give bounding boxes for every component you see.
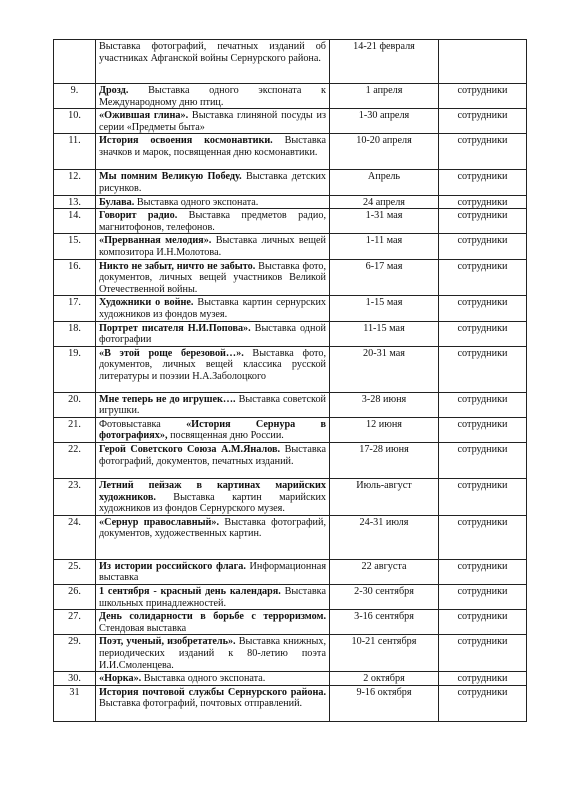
row-number: 25. — [54, 559, 96, 584]
event-text: Выставка значков и марок, посвященная дню космонавтики. — [99, 135, 326, 158]
row-number: 9. — [54, 84, 96, 109]
row-number: 18. — [54, 321, 96, 346]
row-number: 14. — [54, 209, 96, 234]
event-date: 9-16 октября — [330, 685, 439, 721]
event-description — [96, 259, 330, 296]
event-title: «История Сернура в фотографиях», — [99, 418, 326, 442]
event-date: 14-21 февраля — [330, 40, 439, 84]
event-title: История освоения космонавтики. — [99, 135, 273, 147]
row-number: 19. — [54, 346, 96, 392]
event-text: Выставка фотографий, документов, художественных картин. — [99, 516, 326, 540]
event-responsible: сотрудники — [439, 392, 527, 417]
event-date: Июль-август — [330, 479, 439, 516]
event-text: Выставка фото, документов, личных вещей классика русской литературы и поэзии Н.А.Заболоцкого — [99, 347, 326, 382]
event-description — [96, 417, 330, 442]
event-text: Выставка одного экспоната. — [134, 196, 259, 208]
event-text: Выставка картин сернурских художников из фондов музея. — [99, 297, 326, 320]
table-row — [54, 685, 527, 721]
event-text: Выставка одного экспоната к Международному дню птиц. — [99, 85, 326, 108]
event-date: 2-30 сентября — [330, 585, 439, 610]
event-text: Выставка картин марийских художников из фондов Сернурского музея. — [99, 491, 326, 515]
event-responsible: сотрудники — [439, 109, 527, 134]
event-date: 22 августа — [330, 559, 439, 584]
event-text: Выставка личных вещей композитора И.Н.Молотова. — [99, 235, 326, 258]
event-date: 6-17 мая — [330, 259, 439, 296]
event-date: 11-15 мая — [330, 321, 439, 346]
table-row — [54, 296, 527, 321]
event-description — [96, 170, 330, 195]
row-number: 24. — [54, 515, 96, 559]
event-responsible: сотрудники — [439, 134, 527, 170]
event-description — [96, 209, 330, 234]
event-responsible: сотрудники — [439, 515, 527, 559]
table-row — [54, 392, 527, 417]
event-responsible: сотрудники — [439, 610, 527, 635]
event-text: Выставка предметов радио, магнитофонов, телефонов. — [99, 210, 326, 233]
events-table-body — [54, 40, 527, 722]
event-description — [96, 296, 330, 321]
event-title: История почтовой службы Сернурского района. — [99, 686, 326, 698]
event-description — [96, 392, 330, 417]
table-row — [54, 209, 527, 234]
event-description — [96, 84, 330, 109]
event-title: Никто не забыт, ничто не забыто. — [99, 260, 256, 272]
event-description — [96, 40, 330, 84]
event-title: Мне теперь не до игрушек…. — [99, 393, 236, 405]
event-date: 3-16 сентября — [330, 610, 439, 635]
row-number: 12. — [54, 170, 96, 195]
event-description — [96, 610, 330, 635]
table-row — [54, 109, 527, 134]
row-number — [54, 40, 96, 84]
row-number: 17. — [54, 296, 96, 321]
table-row — [54, 559, 527, 584]
event-title: 1 сентября - красный день календаря. — [99, 586, 281, 598]
table-row — [54, 40, 527, 84]
row-number: 16. — [54, 259, 96, 296]
event-date: 24-31 июля — [330, 515, 439, 559]
event-text: Фотовыставка — [99, 418, 187, 430]
event-date: 1 апреля — [330, 84, 439, 109]
event-title: Мы помним Великую Победу. — [99, 171, 242, 183]
row-number: 23. — [54, 479, 96, 516]
table-row — [54, 346, 527, 392]
event-date: 3-28 июня — [330, 392, 439, 417]
event-responsible: сотрудники — [439, 685, 527, 721]
event-title: Художники о войне. — [99, 297, 194, 309]
table-row — [54, 479, 527, 516]
event-text: Выставка одной фотографии — [99, 322, 326, 346]
table-row — [54, 610, 527, 635]
event-title: Герой Советского Союза А.М.Яналов. — [99, 444, 281, 456]
event-text: Выставка детских рисунков. — [99, 171, 326, 194]
event-text: Выставка книжных, периодических изданий к 80-летию поэта И.И.Смоленцева. — [99, 636, 326, 671]
row-number: 10. — [54, 109, 96, 134]
event-responsible: сотрудники — [439, 559, 527, 584]
event-date: 17-28 июня — [330, 443, 439, 479]
event-title: Портрет писателя Н.И.Попова». — [99, 322, 251, 334]
event-description — [96, 443, 330, 479]
table-row — [54, 259, 527, 296]
event-responsible: сотрудники — [439, 346, 527, 392]
event-text: Стендовая выставка — [99, 622, 187, 634]
table-row — [54, 585, 527, 610]
table-row — [54, 321, 527, 346]
event-description — [96, 685, 330, 721]
event-title: «Ожившая глина». — [99, 110, 189, 122]
event-description — [96, 479, 330, 516]
event-title: «В этой роще березовой…». — [99, 347, 244, 359]
row-number: 15. — [54, 234, 96, 259]
row-number: 31 — [54, 685, 96, 721]
table-row — [54, 170, 527, 195]
row-number: 20. — [54, 392, 96, 417]
event-title: «Сернур православный». — [99, 516, 220, 528]
event-title: Говорит радио. — [99, 210, 178, 222]
event-date: 2 октября — [330, 672, 439, 686]
table-row — [54, 515, 527, 559]
event-text: Выставка фотографий, почтовых отправлений. — [99, 698, 303, 710]
table-row — [54, 417, 527, 442]
event-date: 1-11 мая — [330, 234, 439, 259]
event-text: Выставка фотографий, печатных изданий об участниках Афганской войны Сернурского района. — [99, 41, 326, 64]
event-text: посвященная дню России. — [167, 430, 284, 442]
event-date: 10-21 сентября — [330, 635, 439, 672]
event-date: 12 июня — [330, 417, 439, 442]
event-responsible: сотрудники — [439, 479, 527, 516]
table-row — [54, 672, 527, 686]
row-number: 27. — [54, 610, 96, 635]
event-title: «Прерванная мелодия». — [99, 235, 212, 247]
event-date: Апрель — [330, 170, 439, 195]
event-date: 20-31 мая — [330, 346, 439, 392]
event-date: 10-20 апреля — [330, 134, 439, 170]
event-title: Поэт, ученый, изобретатель». — [99, 636, 236, 648]
event-title: Летний пейзаж в картинах марийских художников. — [99, 480, 326, 503]
table-row — [54, 234, 527, 259]
event-responsible: сотрудники — [439, 585, 527, 610]
table-row — [54, 635, 527, 672]
event-responsible: сотрудники — [439, 672, 527, 686]
event-description — [96, 585, 330, 610]
event-responsible: сотрудники — [439, 259, 527, 296]
event-description — [96, 635, 330, 672]
event-responsible: сотрудники — [439, 417, 527, 442]
event-text: Информационная выставка — [99, 560, 327, 584]
table-row — [54, 134, 527, 170]
event-responsible: сотрудники — [439, 195, 527, 209]
event-description — [96, 234, 330, 259]
event-text: Выставка глиняной посуды из серии «Предметы быта» — [99, 110, 326, 133]
event-text: Выставка советской игрушки. — [99, 393, 326, 417]
event-responsible: сотрудники — [439, 443, 527, 479]
row-number: 11. — [54, 134, 96, 170]
event-title: «Норка». — [99, 673, 142, 685]
event-text: Выставка фото, документов, личных вещей участников Великой Отечественной войны. — [99, 260, 327, 295]
events-table — [53, 39, 527, 722]
table-row — [54, 84, 527, 109]
row-number: 13. — [54, 195, 96, 209]
event-text: Выставка школьных принадлежностей. — [99, 586, 326, 609]
event-title: День солидарности в борьбе с терроризмом. — [99, 611, 326, 623]
event-description — [96, 515, 330, 559]
event-description — [96, 134, 330, 170]
row-number: 30. — [54, 672, 96, 686]
event-text: Выставка фотографий, документов, печатных изданий. — [99, 444, 326, 467]
event-description — [96, 346, 330, 392]
event-title: Из истории российского флага. — [99, 560, 246, 572]
event-text: Выставка одного экспоната. — [141, 673, 266, 685]
event-description — [96, 559, 330, 584]
event-description — [96, 672, 330, 686]
event-responsible — [439, 40, 527, 84]
table-row — [54, 195, 527, 209]
event-responsible: сотрудники — [439, 170, 527, 195]
event-description — [96, 109, 330, 134]
event-responsible: сотрудники — [439, 234, 527, 259]
row-number: 22. — [54, 443, 96, 479]
event-date: 1-31 мая — [330, 209, 439, 234]
table-row — [54, 443, 527, 479]
row-number: 21. — [54, 417, 96, 442]
event-date: 24 апреля — [330, 195, 439, 209]
row-number: 26. — [54, 585, 96, 610]
event-responsible: сотрудники — [439, 635, 527, 672]
event-description — [96, 321, 330, 346]
event-title: Дрозд. — [99, 85, 129, 96]
event-responsible: сотрудники — [439, 209, 527, 234]
event-title: Булава. — [99, 196, 135, 208]
event-date: 1-30 апреля — [330, 109, 439, 134]
event-responsible: сотрудники — [439, 296, 527, 321]
row-number: 29. — [54, 635, 96, 672]
event-date: 1-15 мая — [330, 296, 439, 321]
event-description — [96, 195, 330, 209]
event-responsible: сотрудники — [439, 84, 527, 109]
event-responsible: сотрудники — [439, 321, 527, 346]
